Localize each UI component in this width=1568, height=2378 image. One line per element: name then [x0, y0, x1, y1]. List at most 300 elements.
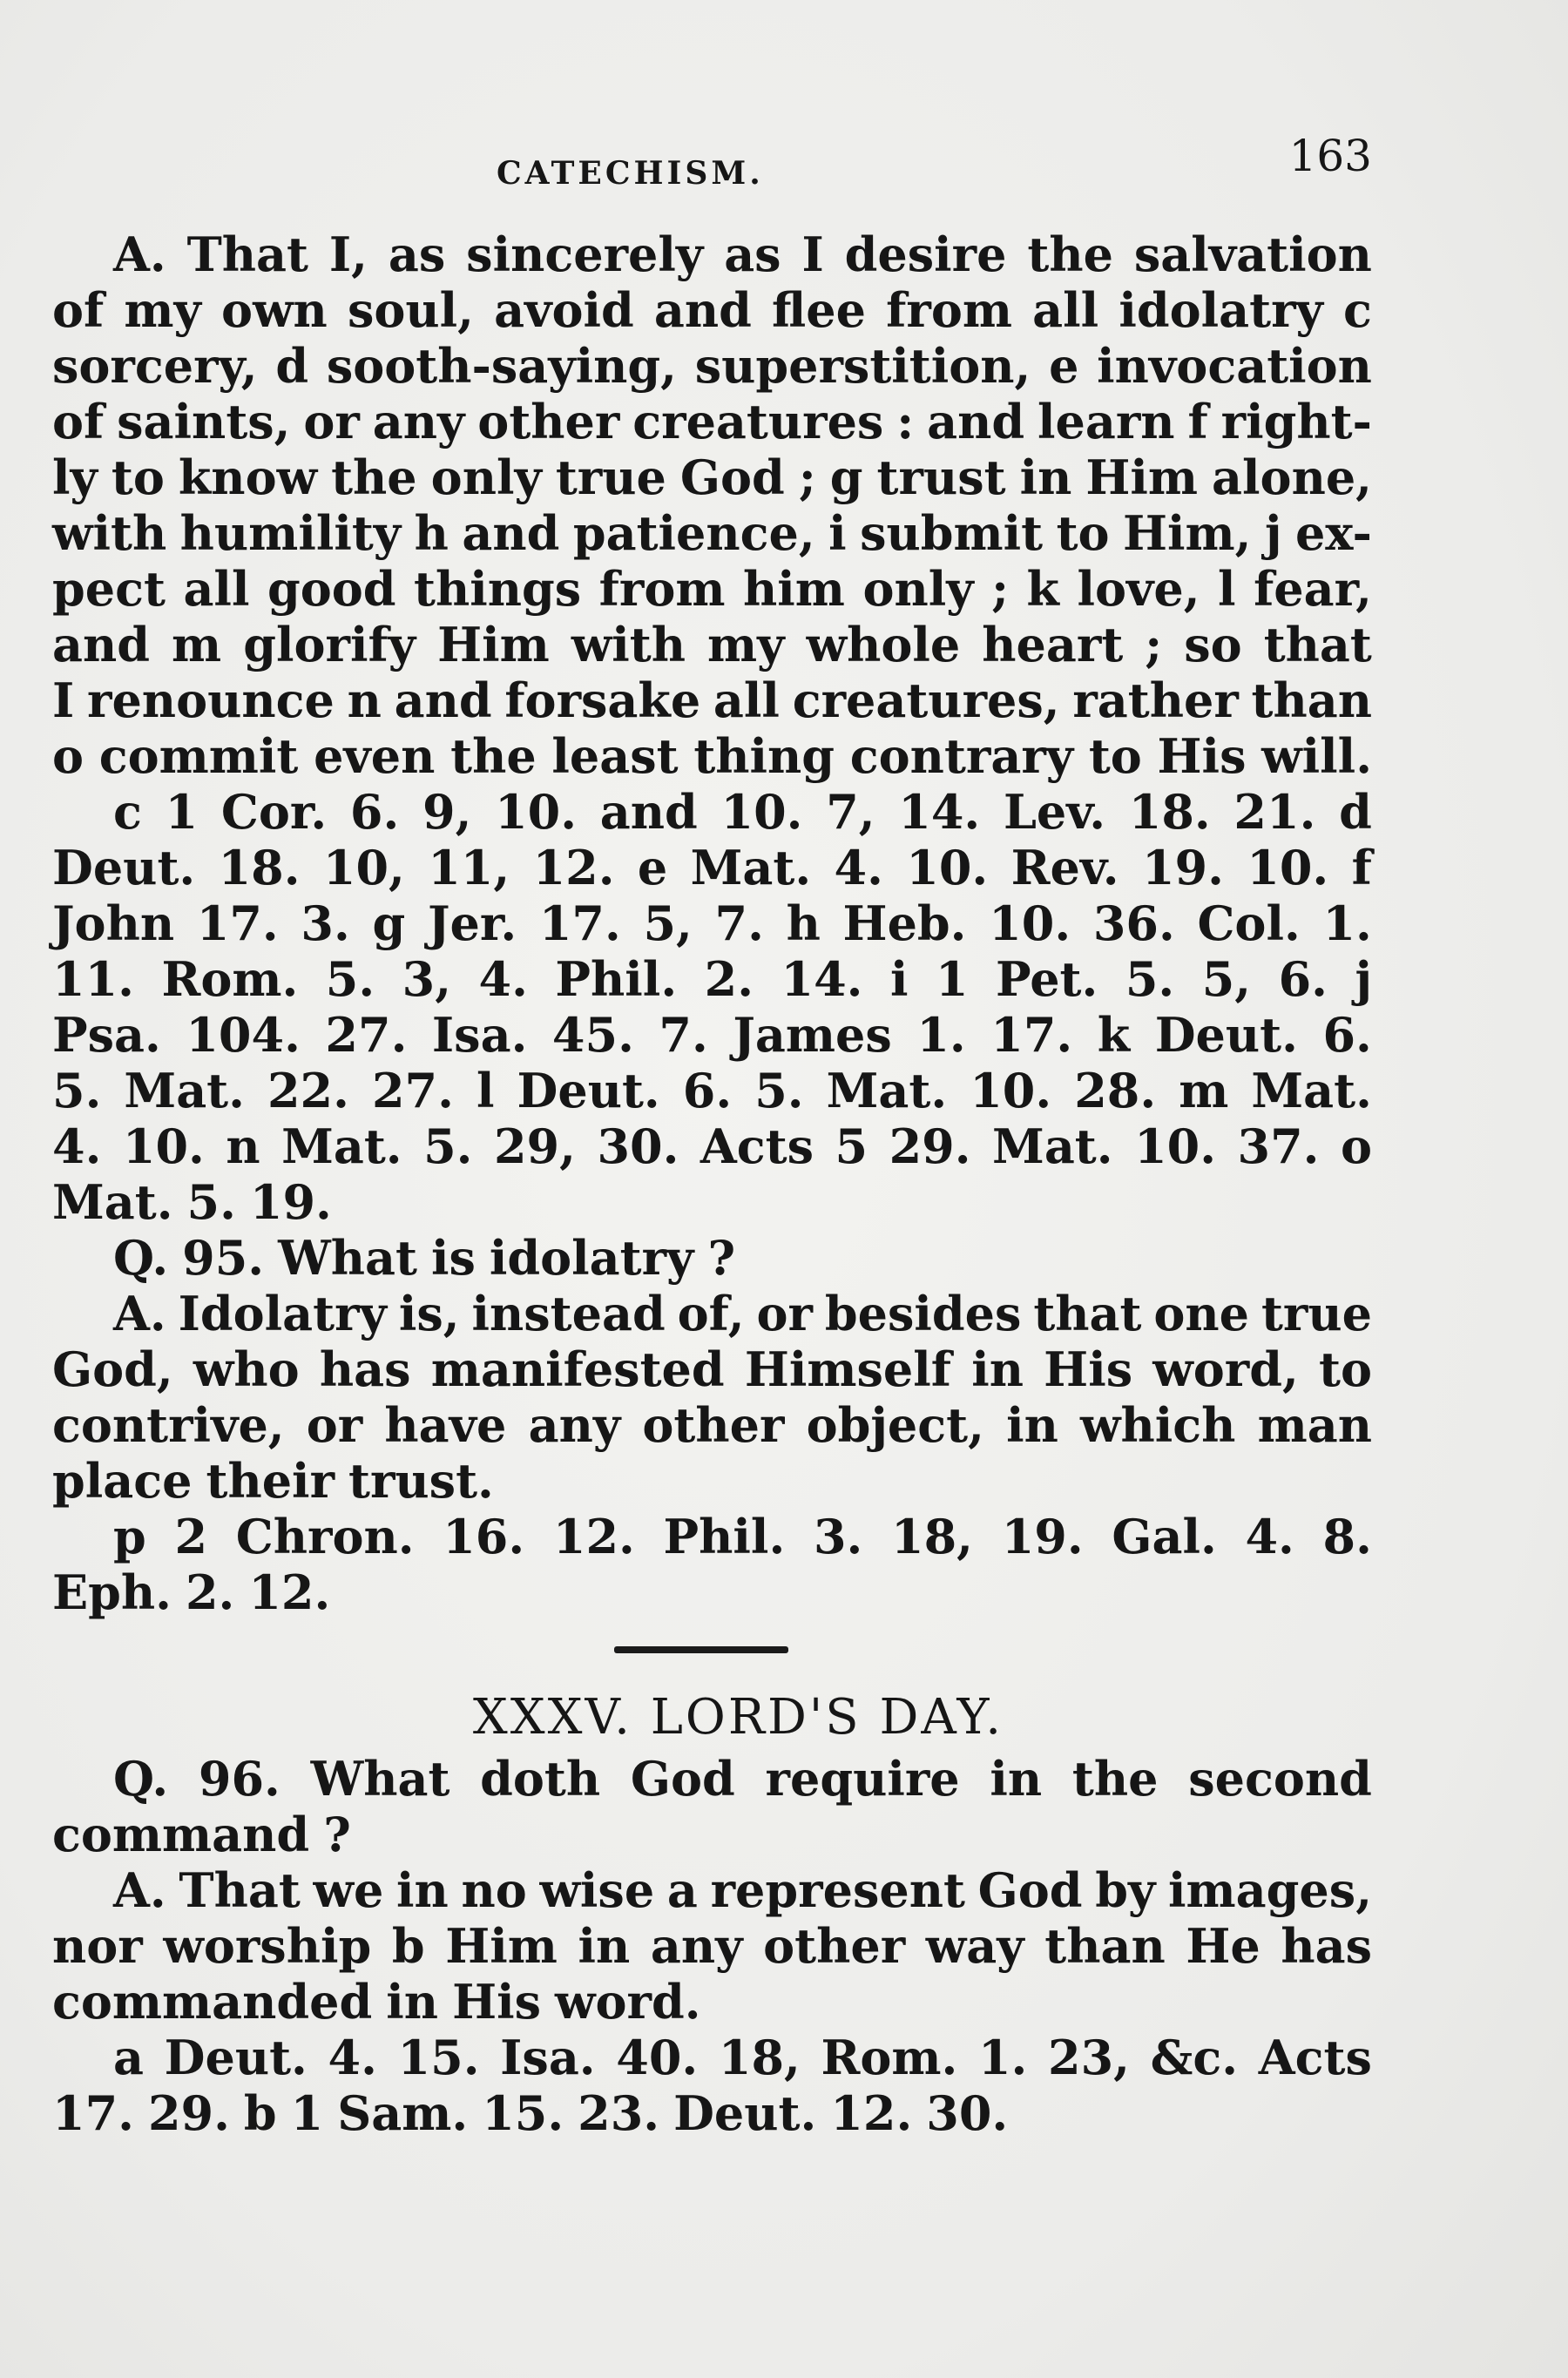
answer-96-line — [52, 1862, 1372, 1918]
word: 27. — [371, 1063, 454, 1118]
word: is, — [398, 1286, 460, 1341]
word: I — [801, 226, 824, 282]
word: 18, — [891, 1509, 973, 1564]
word: c — [113, 784, 142, 840]
word: and — [599, 784, 698, 840]
question-96-line — [52, 1751, 1372, 1807]
word: Psa. — [52, 1007, 161, 1063]
word: 8. — [1322, 1509, 1372, 1564]
word: 16. — [443, 1509, 525, 1564]
word: by — [1095, 1862, 1156, 1918]
word: we — [313, 1862, 384, 1918]
word: besides — [824, 1286, 1022, 1341]
word: 17. — [196, 895, 279, 951]
word: the — [331, 449, 417, 505]
word: 19. — [1141, 840, 1224, 895]
word: g — [372, 895, 406, 951]
word: p — [113, 1509, 146, 1564]
word: and — [653, 282, 752, 338]
word: 29, — [493, 1118, 576, 1174]
word: Acts — [1258, 2030, 1372, 2085]
word: in — [578, 1918, 631, 1974]
word: n — [226, 1118, 260, 1174]
word: as — [724, 226, 781, 282]
word: sorcery, — [52, 338, 258, 394]
word: 5, — [1201, 951, 1252, 1007]
word: salvation — [1133, 226, 1372, 282]
word: sooth-saying, — [326, 338, 677, 394]
word: superstition, — [694, 338, 1031, 394]
word: object, — [806, 1397, 984, 1453]
word: creatures — [632, 394, 884, 449]
answer-94-line — [52, 728, 1372, 784]
word: Himself — [744, 1341, 952, 1397]
word: of, — [677, 1286, 745, 1341]
word: d — [275, 338, 309, 394]
word: 11, — [428, 840, 510, 895]
word: 4. — [1245, 1509, 1294, 1564]
word: 10. — [989, 895, 1071, 951]
word: 37. — [1237, 1118, 1320, 1174]
word: commit — [98, 728, 299, 784]
word: What — [310, 1751, 450, 1807]
word: j — [1264, 505, 1282, 561]
word: 5 — [835, 1118, 868, 1174]
word: Him, — [1123, 505, 1252, 561]
word: images, — [1168, 1862, 1372, 1918]
word: 10, — [322, 840, 405, 895]
word: 2. — [704, 951, 754, 1007]
word: That — [186, 226, 308, 282]
word: g — [829, 449, 863, 505]
word: 19. — [1001, 1509, 1084, 1564]
reference-line — [52, 840, 1372, 895]
word: 19. — [249, 1174, 332, 1230]
word: 30. — [926, 2085, 1009, 2141]
word: ? — [707, 1230, 736, 1286]
word: Cor. — [220, 784, 328, 840]
word: n — [347, 672, 382, 728]
word: or — [306, 1397, 363, 1453]
word: Lev. — [1003, 784, 1106, 840]
word: Mat. — [690, 840, 812, 895]
word: John — [52, 895, 175, 951]
answer-95-line — [52, 1453, 1372, 1509]
answer-94-line — [52, 338, 1372, 394]
word: h — [414, 505, 449, 561]
word: from — [598, 561, 726, 617]
word: I, — [328, 226, 368, 282]
answer-94-line — [52, 672, 1372, 728]
word: glorify — [243, 617, 416, 672]
word: other — [477, 394, 620, 449]
word: His — [1157, 728, 1247, 784]
word: Mat. — [281, 1118, 402, 1174]
word: : — [896, 394, 915, 449]
word: instead — [471, 1286, 666, 1341]
word: commanded — [52, 1974, 373, 2030]
word: learn — [1037, 394, 1175, 449]
word: rather — [1072, 672, 1239, 728]
word: Deut. — [517, 1063, 660, 1118]
word: 18. — [218, 840, 301, 895]
word: have — [384, 1397, 507, 1453]
word: things — [414, 561, 582, 617]
word: 17. — [538, 895, 621, 951]
word: Pet. — [996, 951, 1098, 1007]
word: 14. — [781, 951, 863, 1007]
word: my — [124, 282, 201, 338]
word: good — [267, 561, 396, 617]
answer-96-line — [52, 1918, 1372, 1974]
word: 10. — [495, 784, 578, 840]
word: 14. — [898, 784, 981, 840]
word: 9, — [422, 784, 472, 840]
reference-line — [52, 2030, 1372, 2085]
word: b — [391, 1918, 425, 1974]
word: 7. — [659, 1007, 708, 1063]
word: Isa. — [500, 2030, 596, 2085]
word: so — [1184, 617, 1242, 672]
word: God — [977, 1862, 1083, 1918]
word: Heb. — [842, 895, 967, 951]
word: 3. — [813, 1509, 863, 1564]
word: 30. — [597, 1118, 679, 1174]
word: ex- — [1294, 505, 1372, 561]
word: 18. — [1128, 784, 1211, 840]
word: or — [756, 1286, 813, 1341]
word: His — [1044, 1341, 1133, 1397]
word: l — [476, 1063, 495, 1118]
word: the — [1027, 226, 1113, 282]
word: a — [113, 2030, 144, 2085]
running-head — [52, 131, 1372, 192]
word: 1 — [290, 2085, 324, 2141]
word: c — [1343, 282, 1372, 338]
word: least — [551, 728, 679, 784]
word: d — [1339, 784, 1372, 840]
word: know — [178, 449, 318, 505]
word: 1 — [165, 784, 199, 840]
word: ; — [798, 449, 816, 505]
word: 2. — [185, 1564, 235, 1620]
word: 45. — [551, 1007, 634, 1063]
word: than — [1044, 1918, 1166, 1974]
word: true — [1260, 1286, 1372, 1341]
word: contrary — [849, 728, 1074, 784]
word: Deut. — [673, 2085, 817, 2141]
word: Deut. — [164, 2030, 308, 2085]
answer-95-line — [52, 1286, 1372, 1341]
word: any — [650, 1918, 743, 1974]
word: Idolatry — [178, 1286, 387, 1341]
word: 6. — [1278, 951, 1328, 1007]
word: 23, — [1048, 2030, 1130, 2085]
word: 96. — [198, 1751, 280, 1807]
word: a — [666, 1862, 698, 1918]
reference-line — [52, 895, 1372, 951]
word: to — [111, 449, 165, 505]
word: my — [707, 617, 785, 672]
word: in — [1006, 1397, 1058, 1453]
word: renounce — [87, 672, 335, 728]
word: has — [319, 1341, 411, 1397]
section-divider — [52, 1620, 1372, 1690]
word: manifested — [430, 1341, 725, 1397]
word: o — [52, 728, 84, 784]
word: one — [1153, 1286, 1250, 1341]
word: him — [743, 561, 845, 617]
word: ; — [1145, 617, 1163, 672]
answer-94-line — [52, 394, 1372, 449]
answer-94-line — [52, 226, 1372, 282]
word: God, — [52, 1341, 173, 1397]
word: 10. — [970, 1063, 1052, 1118]
word: forsake — [504, 672, 701, 728]
word: God — [630, 1751, 735, 1807]
word: 6. — [1322, 1007, 1372, 1063]
word: to — [1056, 505, 1110, 561]
divider-rule — [614, 1646, 788, 1653]
word: second — [1188, 1751, 1372, 1807]
answer-94-line — [52, 617, 1372, 672]
word: 28. — [1074, 1063, 1157, 1118]
word: 1. — [1322, 895, 1372, 951]
word: 40. — [616, 2030, 699, 2085]
word: m — [1179, 1063, 1229, 1118]
word: I — [52, 672, 75, 728]
word: 12. — [532, 840, 615, 895]
word: own — [221, 282, 328, 338]
reference-line — [52, 1007, 1372, 1063]
word: 4. — [834, 840, 883, 895]
word: that — [1263, 617, 1372, 672]
word: 5. — [325, 951, 375, 1007]
word: that — [1033, 1286, 1142, 1341]
word: Mat. — [992, 1118, 1113, 1174]
word: contrive, — [52, 1397, 285, 1453]
word: represent — [710, 1862, 965, 1918]
word: command — [52, 1807, 310, 1862]
answer-95-line — [52, 1341, 1372, 1397]
word: &c. — [1150, 2030, 1239, 2085]
word: k — [1097, 1007, 1131, 1063]
word: 3. — [301, 895, 350, 951]
word: 22. — [267, 1063, 349, 1118]
word: trust. — [348, 1453, 494, 1509]
reference-line — [52, 1063, 1372, 1118]
word: the — [450, 728, 537, 784]
word: Him — [445, 1918, 558, 1974]
word: That — [179, 1862, 301, 1918]
word: of — [52, 394, 105, 449]
word: Deut. — [1154, 1007, 1298, 1063]
word: Chron. — [235, 1509, 415, 1564]
word: idolatry — [489, 1230, 694, 1286]
word: Q. — [113, 1751, 169, 1807]
word: than — [1251, 672, 1372, 728]
word: Jer. — [427, 895, 517, 951]
word: Gal. — [1112, 1509, 1217, 1564]
word: is — [430, 1230, 476, 1286]
word: 12. — [830, 2085, 913, 2141]
word: 11. — [52, 951, 134, 1007]
word: wise — [539, 1862, 655, 1918]
word: 3, — [402, 951, 452, 1007]
word: in — [971, 1341, 1024, 1397]
word: has — [1281, 1918, 1372, 1974]
word: e — [1049, 338, 1079, 394]
word: He — [1186, 1918, 1260, 1974]
word: whole — [806, 617, 961, 672]
word: 1. — [977, 2030, 1028, 2085]
word: 12. — [248, 1564, 331, 1620]
word: ; — [991, 561, 1010, 617]
word: 10. — [720, 784, 803, 840]
word: with — [52, 505, 167, 561]
word: i — [889, 951, 909, 1007]
word: Eph. — [52, 1564, 172, 1620]
word: who — [193, 1341, 300, 1397]
word: patience, — [572, 505, 815, 561]
word: 6. — [349, 784, 400, 840]
word: m — [172, 617, 222, 672]
word: 27. — [325, 1007, 408, 1063]
word: 5. — [423, 1118, 473, 1174]
word: nor — [52, 1918, 143, 1974]
word: 29. — [147, 2085, 230, 2141]
word: 5. — [186, 1174, 236, 1230]
word: Col. — [1197, 895, 1301, 951]
reference-line — [52, 1509, 1372, 1564]
question-96-line — [52, 1807, 1372, 1862]
word: A. — [113, 226, 166, 282]
answer-94-line — [52, 561, 1372, 617]
word: ? — [323, 1807, 351, 1862]
word: 1. — [916, 1007, 966, 1063]
word: 1 — [935, 951, 969, 1007]
running-title: CATECHISM. — [497, 155, 764, 192]
word: 15. — [397, 2030, 480, 2085]
word: to — [1319, 1341, 1372, 1397]
word: His — [452, 1974, 542, 2030]
answer-94-line — [52, 449, 1372, 505]
word: Q. — [113, 1230, 169, 1286]
word: trust — [876, 449, 1006, 505]
word: Deut. — [52, 840, 196, 895]
word: Sam. — [337, 2085, 469, 2141]
word: sincerely — [466, 226, 704, 282]
word: k — [1026, 561, 1059, 617]
word: from — [886, 282, 1013, 338]
word: to — [1088, 728, 1142, 784]
word: only — [430, 449, 542, 505]
word: require — [765, 1751, 960, 1807]
word: worship — [163, 1918, 372, 1974]
word: flee — [772, 282, 867, 338]
word: 2 — [174, 1509, 208, 1564]
word: A. — [113, 1286, 166, 1341]
answer-94-line — [52, 282, 1372, 338]
word: as — [388, 226, 446, 282]
word: word. — [555, 1974, 701, 2030]
word: love, — [1077, 561, 1200, 617]
word: b — [243, 2085, 277, 2141]
word: ly — [52, 449, 98, 505]
word: 4. — [328, 2030, 377, 2085]
reference-line — [52, 1174, 1372, 1230]
word: h — [786, 895, 821, 951]
word: will. — [1261, 728, 1372, 784]
word: 7. — [714, 895, 764, 951]
word: all — [713, 672, 780, 728]
word: in — [1019, 449, 1072, 505]
word: soul, — [347, 282, 474, 338]
word: 17. — [52, 2085, 134, 2141]
word: 10. — [906, 840, 989, 895]
word: 4. — [52, 1118, 102, 1174]
word: 10. — [1134, 1118, 1217, 1174]
word: humility — [179, 505, 402, 561]
word: creatures, — [792, 672, 1060, 728]
word: submit — [860, 505, 1044, 561]
word: alone, — [1212, 449, 1372, 505]
word: avoid — [494, 282, 634, 338]
word: 5, — [643, 895, 693, 951]
word: true — [555, 449, 666, 505]
word: 12. — [552, 1509, 635, 1564]
reference-line — [52, 1118, 1372, 1174]
word: 18, — [718, 2030, 801, 2085]
word: invocation — [1097, 338, 1372, 394]
word: other — [763, 1918, 906, 1974]
word: and — [927, 394, 1025, 449]
body-text — [52, 226, 1372, 2141]
word: Him — [437, 617, 550, 672]
word: 23. — [578, 2085, 660, 2141]
word: Isa. — [431, 1007, 528, 1063]
word: 29. — [889, 1118, 971, 1174]
word: or — [303, 394, 360, 449]
word: and — [394, 672, 492, 728]
word: the — [1071, 1751, 1159, 1807]
word: 5. — [52, 1063, 102, 1118]
word: Rom. — [161, 951, 299, 1007]
word: saints, — [117, 394, 291, 449]
word: desire — [844, 226, 1007, 282]
word: 21. — [1233, 784, 1316, 840]
word: no — [461, 1862, 527, 1918]
word: Him — [1085, 449, 1199, 505]
word: i — [828, 505, 847, 561]
word: 10. — [122, 1118, 205, 1174]
section-heading: XXXV. LORD'S DAY. — [472, 1689, 1004, 1746]
word: l — [1218, 561, 1236, 617]
word: fear, — [1254, 561, 1372, 617]
word: with — [571, 617, 686, 672]
word: idolatry — [1119, 282, 1323, 338]
word: only — [862, 561, 974, 617]
word: even — [314, 728, 436, 784]
word: f — [1351, 840, 1372, 895]
page-number: 163 — [1288, 131, 1372, 181]
word: which — [1080, 1397, 1236, 1453]
word: What — [278, 1230, 417, 1286]
question-95 — [52, 1230, 1372, 1286]
word: any — [372, 394, 465, 449]
word: in — [386, 1974, 439, 2030]
reference-line — [52, 1564, 1372, 1620]
